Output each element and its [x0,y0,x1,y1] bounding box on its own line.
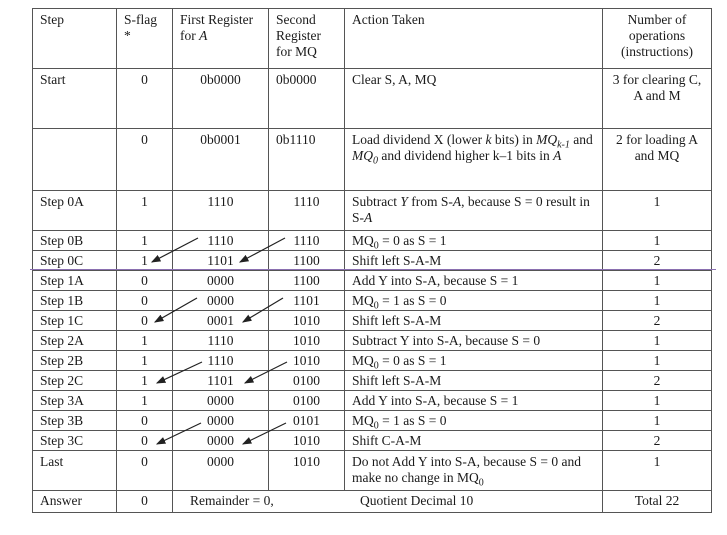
cell-sflag: 1 [117,251,173,271]
table-row [33,129,712,191]
text: bits) in [491,132,537,147]
cell-action: Shift left S-A-M [345,311,603,331]
cell-mq: 0b1110 [269,129,345,191]
cell-a: 0000 [173,451,269,491]
cell-a: 0000 [173,391,269,411]
cell-step: Step 0C [33,251,117,271]
table-row [33,431,712,451]
table-row [33,251,712,271]
cell-a: 1110 [173,351,269,371]
cell-step: Start [33,69,117,129]
cell-ops: 3 for clearing C, A and M [603,69,712,129]
cell-step: Answer [33,491,117,513]
table-row [33,331,712,351]
cell-action [345,231,603,251]
cell-sflag: 0 [117,431,173,451]
cell-answer-result [173,491,603,513]
cell-step: Step 2B [33,351,117,371]
cell-mq: 1100 [269,251,345,271]
header-sflag: S-flag * [117,9,173,69]
cell-mq: 1010 [269,311,345,331]
table-row [33,351,712,371]
text: Y [400,194,408,209]
subscript: 0 [478,477,484,489]
cell-ops: 2 [603,251,712,271]
cell-sflag: 0 [117,271,173,291]
cell-action [345,129,603,191]
cell-mq: 0101 [269,411,345,431]
text: A [553,148,562,163]
cell-ops: 2 [603,371,712,391]
text [536,132,570,151]
subscript: 0 [373,155,378,167]
cell-step: Step 3B [33,411,117,431]
cell-action: Add Y into S-A, because S = 1 [345,271,603,291]
cell-step: Step 1A [33,271,117,291]
table-row [33,311,712,331]
text: A [364,210,373,225]
cell-step: Step 0B [33,231,117,251]
table-row [33,69,712,129]
cell-sflag: 0 [117,69,173,129]
table-row [33,271,712,291]
header-second-register: Second Register for MQ [269,9,345,69]
cell-step: Step 3C [33,431,117,451]
cell-mq: 1010 [269,431,345,451]
table-row [33,411,712,431]
text: = 1 as S = 0 [378,293,447,308]
text: from S- [407,194,453,209]
subscript: 0 [373,420,379,432]
cell-a: 0000 [173,411,269,431]
cell-step: Step 3A [33,391,117,411]
header-first-register [173,9,269,69]
cell-mq: 1010 [269,451,345,491]
table-row [33,391,712,411]
table-row [33,291,712,311]
cell-sflag: 1 [117,391,173,411]
quotient-text: Quotient Decimal 10 [360,493,474,508]
text: MQ [352,293,374,308]
text: MQ [352,353,374,368]
cell-action [345,451,603,491]
cell-step: Step 0A [33,191,117,231]
cell-sflag: 1 [117,351,173,371]
cell-a: 0b0000 [173,69,269,129]
cell-ops: 1 [603,231,712,251]
cell-step: Step 1C [33,311,117,331]
text: MQ [352,233,374,248]
cell-sflag: 0 [117,491,173,513]
cell-step: Step 2C [33,371,117,391]
cell-a: 1110 [173,331,269,351]
subscript: 0 [373,360,379,372]
cell-action: Shift C-A-M [345,431,603,451]
cell-sflag: 0 [117,451,173,491]
cell-ops: 2 for loading A and MQ [603,129,712,191]
cell-action: Shift left S-A-M [345,251,603,271]
cell-action [345,411,603,431]
cell-action: Clear S, A, MQ [345,69,603,129]
header-row [33,9,712,69]
text: MQ [352,413,374,428]
cell-action: Add Y into S-A, because S = 1 [345,391,603,411]
cell-sflag: 0 [117,291,173,311]
subscript: 0 [373,300,379,312]
cell-ops: 1 [603,291,712,311]
cell-a: 0000 [173,271,269,291]
cell-sflag: 0 [117,411,173,431]
table-row [33,451,712,491]
subscript: 0 [373,240,379,252]
cell-ops: 1 [603,451,712,491]
cell-a: 1101 [173,371,269,391]
cell-step: Last [33,451,117,491]
table-row [33,231,712,251]
cell-action: Subtract Y into S-A, because S = 0 [345,331,603,351]
cell-sflag: 1 [117,191,173,231]
cell-action [345,351,603,371]
text: k [485,132,492,147]
text: Subtract [352,194,401,209]
header-first-register-var: A [199,28,208,43]
cell-a: 1101 [173,251,269,271]
cell-mq: 1010 [269,351,345,371]
cell-ops: 1 [603,411,712,431]
cell-mq: 1110 [269,231,345,251]
cell-mq: 0100 [269,371,345,391]
cell-total: Total 22 [603,491,712,513]
text: MQ [352,148,373,163]
division-steps-table [32,8,712,513]
cell-ops: 2 [603,311,712,331]
text [352,148,378,167]
cell-sflag: 0 [117,129,173,191]
cell-sflag: 1 [117,231,173,251]
text: MQ [536,132,558,147]
header-action: Action Taken [345,9,603,69]
text: = 1 as S = 0 [378,413,447,428]
cell-ops: 1 [603,391,712,411]
cell-ops: 1 [603,271,712,291]
cell-a: 0b0001 [173,129,269,191]
answer-row [33,491,712,513]
cell-mq: 1100 [269,271,345,291]
cell-mq: 1110 [269,191,345,231]
text: and [569,132,593,147]
header-first-register-text: First Register for [180,12,254,43]
text: Do not Add Y into S-A, because S = 0 and make no change in MQ [352,454,581,485]
text: Load dividend X (lower [352,132,486,147]
cell-a: 1110 [173,191,269,231]
cell-ops: 1 [603,331,712,351]
cell-sflag: 0 [117,311,173,331]
cell-step: Step 2A [33,331,117,351]
text: , because S = 0 result in S- [352,194,590,225]
cell-mq: 1101 [269,291,345,311]
table-row [33,191,712,231]
table-row [33,371,712,391]
cell-sflag: 1 [117,331,173,351]
text: A [452,194,462,209]
cell-action: Shift left S-A-M [345,371,603,391]
cell-ops: 2 [603,431,712,451]
cell-sflag: 1 [117,371,173,391]
cell-step [33,129,117,191]
text: = 0 as S = 1 [378,353,447,368]
subscript: k-1 [557,139,570,151]
cell-mq: 1010 [269,331,345,351]
cell-action [345,191,603,231]
cell-step: Step 1B [33,291,117,311]
cell-mq: 0100 [269,391,345,411]
cell-mq: 0b0000 [269,69,345,129]
cell-a: 0001 [173,311,269,331]
cell-action [345,291,603,311]
cell-a: 0000 [173,431,269,451]
cell-a: 0000 [173,291,269,311]
cell-ops: 1 [603,191,712,231]
remainder-text: Remainder = 0, [190,493,274,508]
cell-ops: 1 [603,351,712,371]
header-operations: Number of operations (instructions) [603,9,712,69]
text: = 0 as S = 1 [378,233,447,248]
text: and dividend higher k–1 bits in [378,148,554,163]
cell-a: 1110 [173,231,269,251]
header-step: Step [33,9,117,69]
